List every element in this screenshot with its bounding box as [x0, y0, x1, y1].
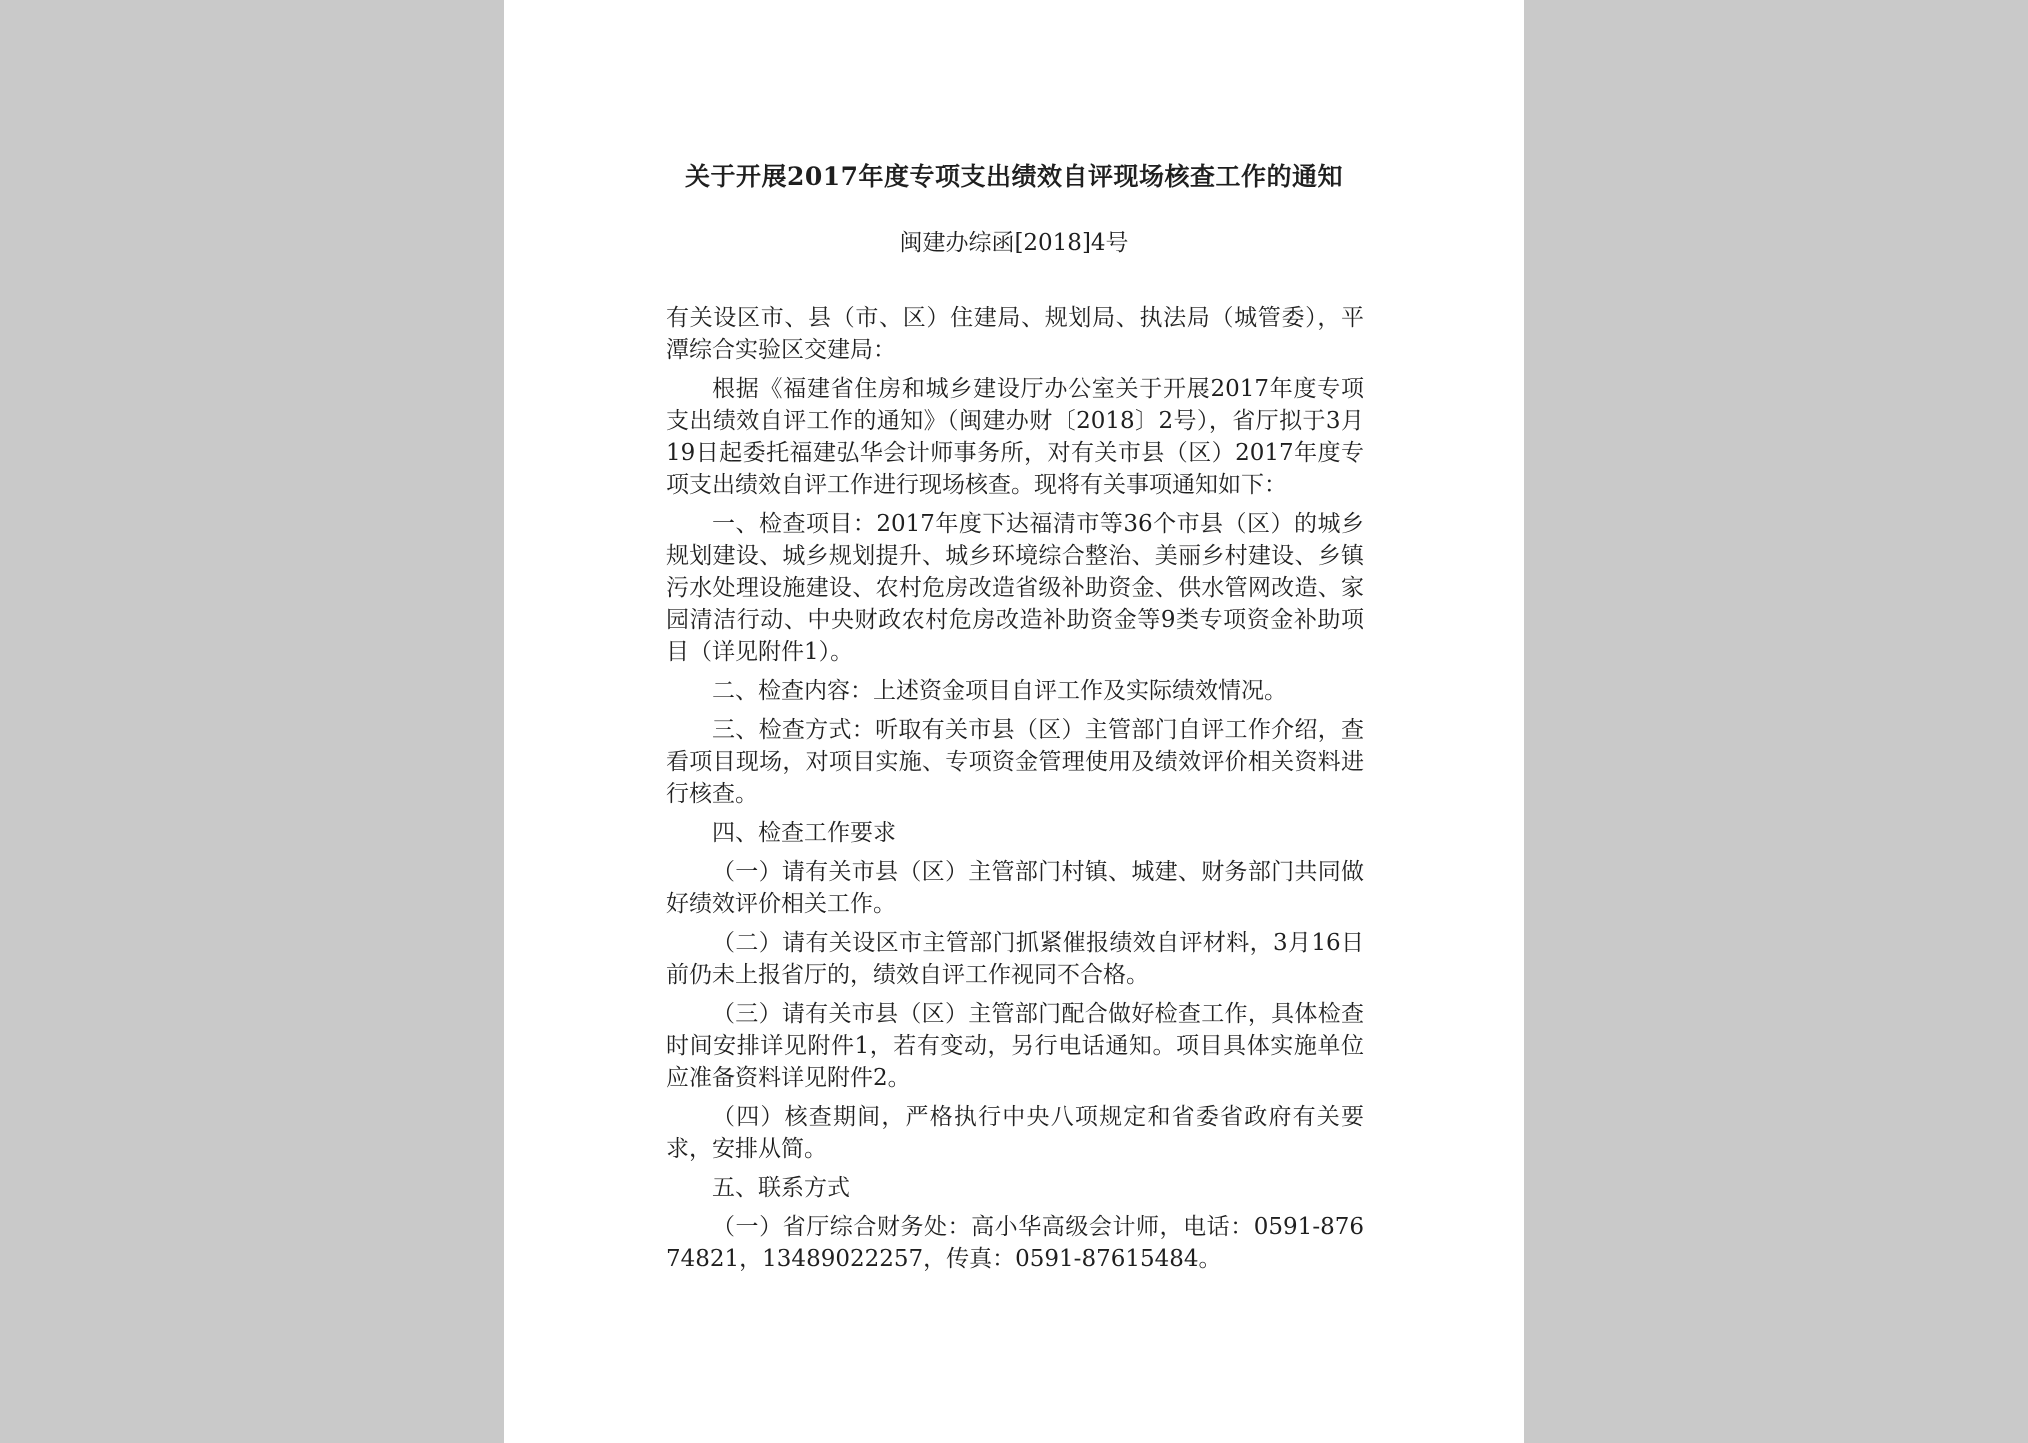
document-page: [504, 0, 1524, 1443]
heading-contact: 五、联系方式: [712, 1175, 850, 1201]
paragraph-requirement-1: （一）请有关市县（区）主管部门村镇、城建、财务部门共同做好绩效评价相关工作。: [666, 859, 1364, 917]
paragraph-inspection-items: 一、检查项目：2017年度下达福清市等36个市县（区）的城乡规划建设、城乡规划提升、城乡环境综合整治、美丽乡村建设、乡镇污水处理设施建设、农村危房改造省级补助资金、供水管网改造、家园清洁行动、中央财政农村危房改造补助资金等9类专项资金补助项目（详见附件1）。: [666, 511, 1364, 665]
document-body: [666, 302, 1364, 1282]
document-number: 闽建办综函[2018]4号: [899, 230, 1129, 256]
salutation: 有关设区市、县（市、区）住建局、规划局、执法局（城管委），平潭综合实验区交建局：: [666, 305, 1364, 363]
paragraph-requirement-3: （三）请有关市县（区）主管部门配合做好检查工作，具体检查时间安排详见附件1，若有变动，另行电话通知。项目具体实施单位应准备资料详见附件2。: [666, 1001, 1364, 1091]
heading-requirements: 四、检查工作要求: [712, 820, 896, 846]
paragraph-inspection-content: 二、检查内容：上述资金项目自评工作及实际绩效情况。: [712, 678, 1287, 704]
paragraph-contact-1: （一）省厅综合财务处：高小华高级会计师，电话：0591-87674821，13489022257，传真：0591-87615484。: [666, 1214, 1364, 1272]
paragraph-requirement-2: （二）请有关设区市主管部门抓紧催报绩效自评材料，3月16日前仍未上报省厅的，绩效自评工作视同不合格。: [666, 930, 1364, 988]
paragraph-inspection-method: 三、检查方式：听取有关市县（区）主管部门自评工作介绍，查看项目现场，对项目实施、专项资金管理使用及绩效评价相关资料进行核查。: [666, 717, 1364, 807]
paragraph-intro: 根据《福建省住房和城乡建设厅办公室关于开展2017年度专项支出绩效自评工作的通知》（闽建办财〔2018〕2号），省厅拟于3月19日起委托福建弘华会计师事务所，对有关市县（区）2017年度专项支出绩效自评工作进行现场核查。现将有关事项通知如下：: [666, 376, 1364, 498]
paragraph-requirement-4: （四）核查期间，严格执行中央八项规定和省委省政府有关要求，安排从简。: [666, 1104, 1364, 1162]
document-title: 关于开展2017年度专项支出绩效自评现场核查工作的通知: [684, 162, 1344, 191]
